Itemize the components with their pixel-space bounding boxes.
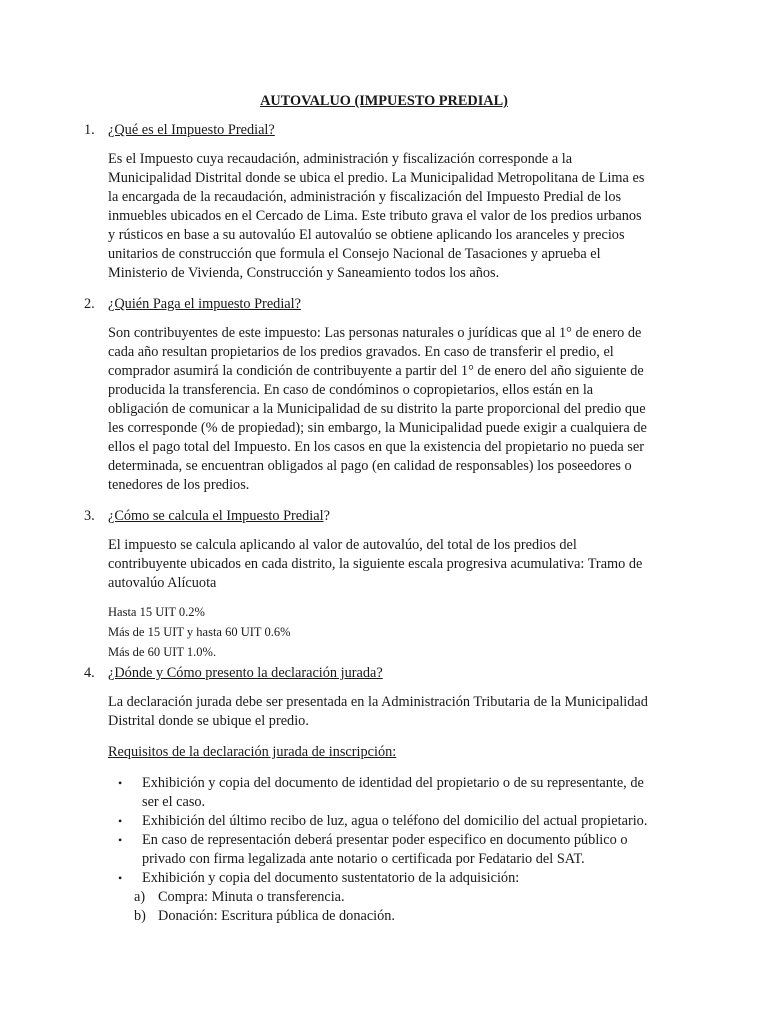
requirement-item (118, 812, 648, 831)
bullet-icon: • (118, 871, 123, 885)
section-3-question (84, 507, 648, 526)
requirement-item (118, 869, 648, 888)
section-3-number: 3. (84, 508, 95, 524)
section-3-question-underlined: ¿Cómo se calcula el Impuesto Predial (108, 508, 324, 524)
acquisition-sublist (84, 888, 648, 926)
section-1-number: 1. (84, 122, 95, 138)
scale-item: Más de 15 UIT y hasta 60 UIT 0.6% (108, 625, 291, 639)
section-2 (84, 295, 648, 495)
section-2-body: Son contribuyentes de este impuesto: Las personas naturales o jurídicas que al 1° de enero de cada año resultan propietarios de los predios gravados. En caso de transferir el predio, el comprador asumirá la condición de contribuyente a partir del 1° de enero del año siguiente de producida la transferencia. En caso de condóminos o copropietarios, ellos están en la obligación de comunicar a la Municipalidad de su distrito la parte proporcional del predio que les corresponde (% de propiedad); sin embargo, la Municipalidad puede exigir a cualquiera de ellos el pago total del Impuesto. En los casos en que la existencia del propietario no pueda ser determinada, se encuentran obligados al pago (en calidad de responsables) los poseedores o tenedores de los predios. (108, 325, 647, 493)
requirement-text: Exhibición y copia del documento sustentatorio de la adquisición: (142, 870, 520, 886)
sub-item-letter: b) (134, 908, 146, 924)
requirement-text: Exhibición del último recibo de luz, agua o teléfono del domicilio del actual propietario. (142, 813, 648, 829)
section-4-question (84, 664, 648, 683)
sub-item-text: Donación: Escritura pública de donación. (158, 908, 396, 924)
section-4-number: 4. (84, 665, 95, 681)
section-3-question-text (108, 507, 330, 526)
sub-item-letter: a) (134, 889, 146, 905)
requirements-heading: Requisitos de la declaración jurada de inscripción: (108, 744, 397, 760)
section-2-number: 2. (84, 296, 95, 312)
section-1 (84, 121, 648, 283)
sub-item (134, 907, 648, 926)
sub-item-text: Compra: Minuta o transferencia. (158, 889, 345, 905)
bullet-icon: • (118, 814, 123, 828)
section-2-question (84, 295, 648, 314)
requirement-item (118, 831, 648, 869)
section-3 (84, 507, 648, 662)
section-1-question-text: ¿Qué es el Impuesto Predial? (108, 122, 275, 138)
section-4-body: La declaración jurada debe ser presentada en la Administración Tributaria de la Municipalidad Distrital donde se ubique el predio. (108, 694, 648, 729)
bullet-icon: • (118, 833, 123, 847)
requirement-text: En caso de representación deberá presentar poder especifico en documento público o privado con firma legalizada ante notario o certificada por Fedatario del SAT. (142, 832, 628, 867)
section-2-question-text: ¿Quién Paga el impuesto Predial? (108, 296, 301, 312)
section-3-body: El impuesto se calcula aplicando al valor de autovalúo, del total de los predios del contribuyente ubicados en cada distrito, la siguiente escala progresiva acumulativa: Tramo de autovalúo Alícuota (108, 537, 643, 591)
section-4-question-text: ¿Dónde y Cómo presento la declaración jurada? (108, 665, 383, 681)
document-title: AUTOVALUO (IMPUESTO PREDIAL) (260, 93, 508, 109)
scale-item: Más de 60 UIT 1.0%. (108, 645, 217, 659)
requirement-item (118, 774, 648, 812)
section-4 (84, 664, 648, 926)
requirement-text: Exhibición y copia del documento de identidad del propietario o de su representante, de ser el caso. (142, 775, 644, 810)
section-1-question (84, 121, 648, 140)
requirements-list (84, 774, 648, 888)
scale-item: Hasta 15 UIT 0.2% (108, 605, 205, 619)
sub-item (134, 888, 648, 907)
section-1-body: Es el Impuesto cuya recaudación, administración y fiscalización corresponde a la Municipalidad Distrital donde se ubica el predio. La Municipalidad Metropolitana de Lima es la encargada de la recaudación, administración y fiscalización del Impuesto Predial de los inmuebles ubicados en el Cercado de Lima. Este tributo grava el valor de los predios urbanos y rústicos en base a su autovalúo El autovalúo se obtiene aplicando los aranceles y precios unitarios de construcción que formula el Consejo Nacional de Tasaciones y aprueba el Ministerio de Vivienda, Construcción y Saneamiento todos los años. (108, 151, 645, 281)
bullet-icon: • (118, 776, 123, 790)
section-3-question-tail: ? (323, 508, 330, 524)
